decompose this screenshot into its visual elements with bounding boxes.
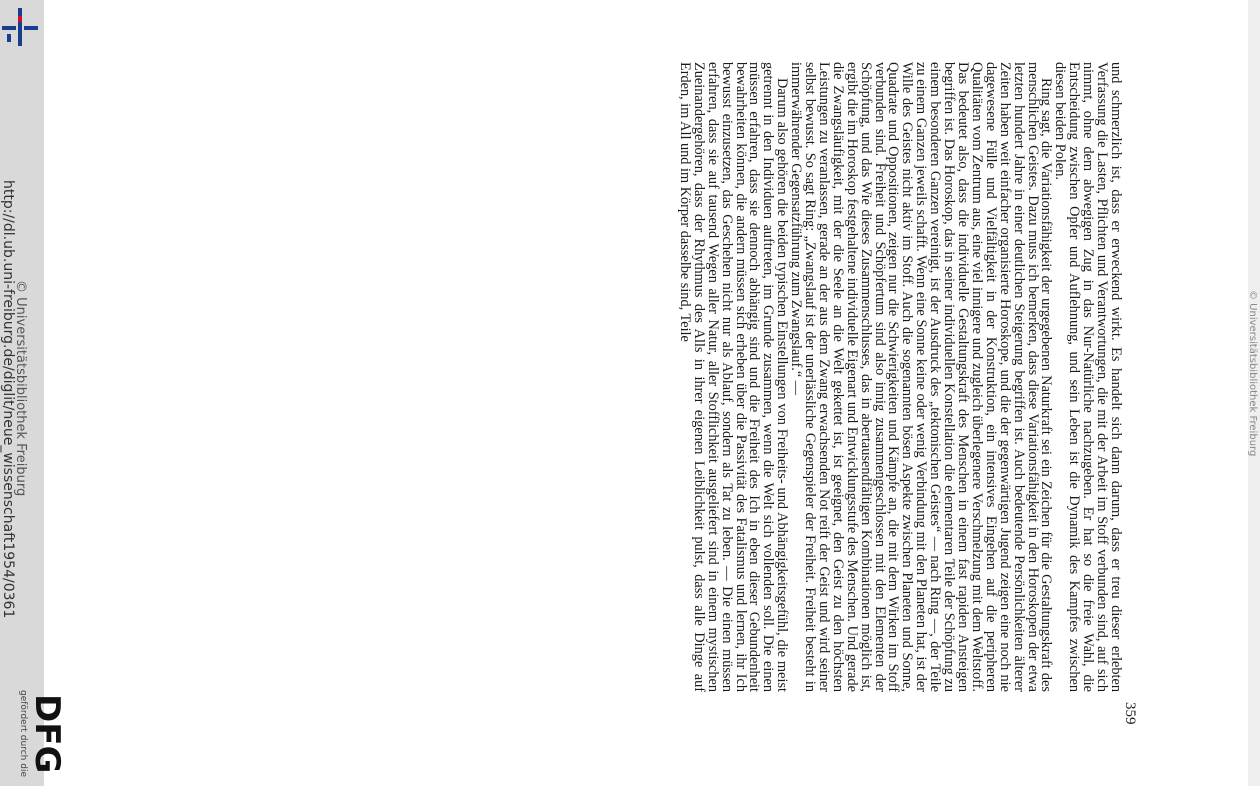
scanned-page-text	[162, 62, 1122, 692]
paragraph-3: Darum also gehören die beiden typischen Einstellungen von Freiheits- und Abhängigkeitsgefühl, die meist getrennt in den Individuen auftreten, im Grunde zusammen, wenn die Welt sich vollenden soll. Die einen müssen erfahren, dass sie dennoch abhängig sind und die Freiheit des Ich in eben dieser Gebundenheit bewahrheiten können, die andern müssen sich erheben über die Passivität des Fatalismus und lernen, ihr Ich bewusst einzusetzen, das Geschehen nicht nur als Ablauf, sondern als Tat zu leben. — Die einen müssen erfahren, dass sie auf tausend Wegen aller Natur, aller Stofflichkeit ausgeliefert sind in einem mystischen Zueinandergehören, dass der Rhythmus des Alls in ihrer eigenen Leiblichkeit pulst, dass alle Dinge auf Erden, im All und im Körper dasselbe sind, Teile	[676, 62, 791, 692]
paragraph-2: Ring sagt, die Variationsfähigkeit der urgegebenen Naturkraft sei ein Zeichen für die Gestaltungskraft des menschlichen Geistes. Dazu muss ich bemerken, dass diese Variationsfähigkeit in den Horoskopen der etwa letzten hundert Jahre in einer deutlichen Steigerung begriffen ist. Auch bedeutende Persönlichkeiten älterer Zeiten haben weit einfacher organisierte Horoskope, und die der gegenwärtigen Jugend zeigen eine noch nie dagewesene Fülle und Vielfältigkeit in der Konstruktion, ein intensives Eingehen auf die peripheren Qualitäten vom Zentrum aus, eine viel innigere und zugleich überlegenere Verschmelzung mit dem Weltstoff. Das bedeutet also, dass die individuelle Gestaltungskraft des Menschen in einem fast rapiden Ansteigen begriffen ist. Das Horoskop, das in seiner individuellen Konstellation die elementaren Teile der Schöpfung zu einem besonderen Ganzen vereinigt, ist der Ausdruck des „tektonischen Geistes“ — nach Ring —, der Teile zu einem Ganzen jeweils schafft. Wenn eine Sonne keine oder wenig Verbindung mit den Planeten hat, ist der Wille des Geistes nicht aktiv im Stoff. Auch die sogenannten bösen Aspekte zwischen Planeten und Sonne, Quadrate und Oppositionen, zeigen nur die Schwierigkeiten und Kämpfe an, die mit dem Wirken im Stoff verbunden sind. Freiheit und Schöpfertum sind also innig zusammengeschlossen mit den Elementen der Schöpfung, und das Wie dieses Zusammenschlusses, das in abertausendfältigen Kombinationen möglich ist, ergibt die im Horoskop festgehaltene individuelle Eigenart und Entwicklungsstufe des Menschen. Und gerade die Zwangsläufigkeit, mit der die Seele an die Welt gekettet ist, ist geeignet, den Geist zu den höchsten Leistungen zu veranlassen, gerade an der aus dem Zwang erwachsenden Not reift der Geist und wird seiner selbst bewusst. So sagt Ring: „Zwangslauf ist der unerlässliche Gegenspieler der Freiheit. Freiheit besteht in immerwährender Gegensatzführung zum Zwangslauf.“ —	[788, 62, 1055, 692]
copyright-notice: © Universitätsbibliothek Freiburg	[13, 280, 28, 497]
page-number: 359	[1122, 702, 1138, 725]
dfg-logo-text: DFG	[27, 694, 67, 774]
right-margin-note: © Universitätsbibliothek Freiburg	[1247, 290, 1258, 457]
dfg-funding-label: gefördert durch die	[18, 690, 28, 777]
university-library-logo-icon	[2, 6, 40, 48]
paragraph-1: und schmerzlich ist, dass er erweckend wirkt. Es handelt sich dann darum, dass er treu dieser erlebten Verfassung die Lasten, Pflichten und Verantwortungen, die mit der Arbeit im Stoff verbunden sind, auf sich nimmt, ohne dem abwegigen Zug in das Nur-Natürliche nachzugeben. Er hat so die freie Wahl, die Entscheidung zwischen Opfer und Auflehnung, und sein Leben ist die Dynamik des Kampfes zwischen diesen beiden Polen.	[1052, 62, 1124, 692]
source-url[interactable]: http://dl.ub.uni-freiburg.de/diglit/neue_wissenschaft1954/0361	[0, 180, 16, 619]
